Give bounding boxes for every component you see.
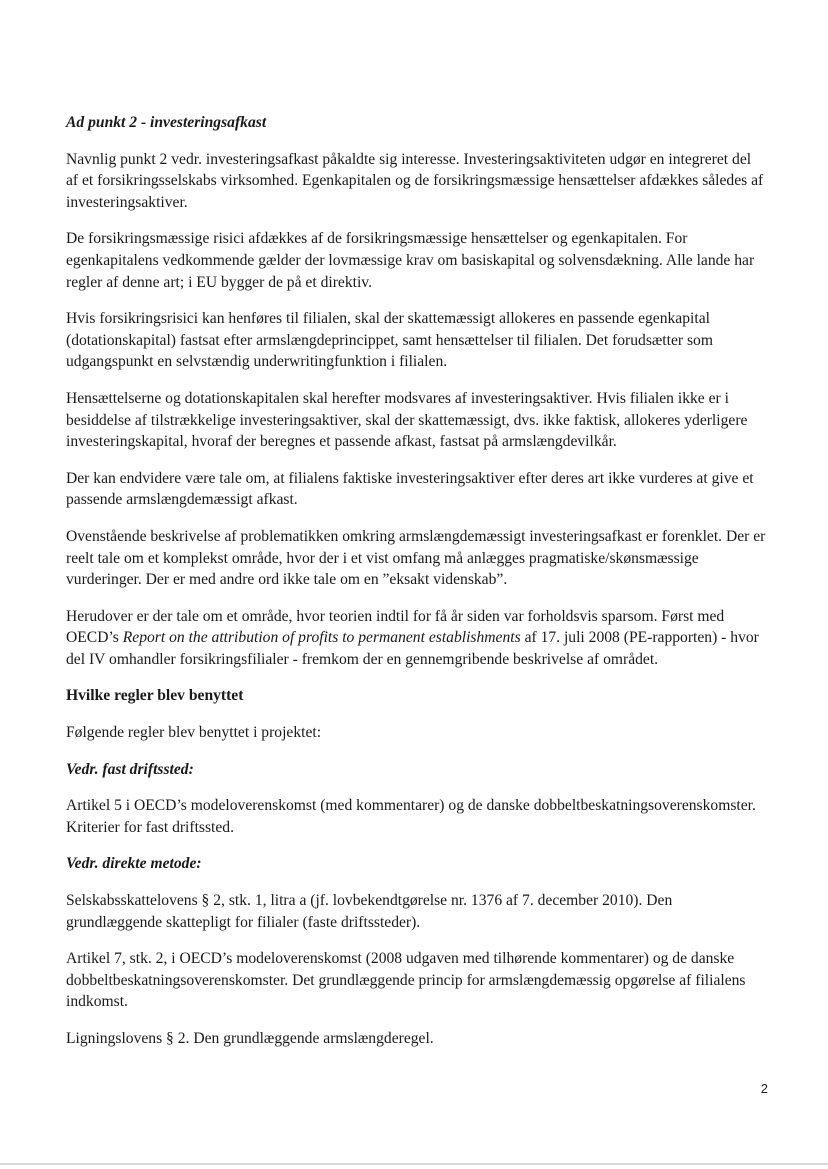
paragraph: Artikel 5 i OECD’s modeloverenskomst (med kommentarer) og de danske dobbeltbeskatningsoverenskomster. Kriterier for fast driftssted.	[66, 797, 756, 836]
page-content	[66, 112, 766, 1065]
paragraph: Artikel 7, stk. 2, i OECD’s modeloverenskomst (2008 udgaven med tilhørende kommentarer) og de danske dobbeltbeskatningsoverenskomster. Det grundlæggende princip for armslængdemæssig opgørelse af filialens indkomst.	[66, 950, 746, 1011]
paragraph: Der kan endvidere være tale om, at filialens faktiske investeringsaktiver efter deres art ikke vurderes at give et passende armslængdemæssigt afkast.	[66, 469, 754, 509]
report-title: Report on the attribution of profits to permanent establishments	[122, 629, 521, 647]
paragraph: Ligningslovens § 2. Den grundlæggende armslængderegel.	[66, 1030, 434, 1047]
paragraph: Hensættelserne og dotationskapitalen skal herefter modsvares af investeringsaktiver. Hvis filialen ikke er i besiddelse af tilstrækkelige investeringsaktiver, skal der skattemæssigt, dvs. ikke faktisk, allokeres yderligere investeringskapital, hvoraf der beregnes et passende afkast, fastsat på armslængdevilkår.	[66, 389, 748, 451]
section-heading-investeringsafkast: Ad punkt 2 - investeringsafkast	[66, 114, 267, 131]
paragraph-intro: Følgende regler blev benyttet i projektet:	[66, 724, 322, 742]
page-bottom-divider	[0, 1163, 828, 1165]
section-heading-regler: Hvilke regler blev benyttet	[66, 687, 244, 705]
paragraph: De forsikringsmæssige risici afdækkes af de forsikringsmæssige hensættelser og egenkapitalen. For egenkapitalens vedkommende gælder der lovmæssige krav om basiskapital og solvensdækning. Alle lande har regler af denne art; i EU bygger de på et direktiv.	[66, 230, 755, 291]
page-number: 2	[760, 1081, 768, 1096]
paragraph-oecd-report	[66, 606, 766, 671]
paragraph: Selskabsskattelovens § 2, stk. 1, litra a (jf. lovbekendtgørelse nr. 1376 af 7. december 2010). Den grundlæggende skattepligt for filialer (faste driftssteder).	[66, 892, 673, 931]
oecd-text-before: Herudover er der tale om et område, hvor teorien indtil for få år siden var forholdsvis sparsom. Først med OECD’s	[66, 607, 725, 647]
paragraph: Hvis forsikringsrisici kan henføres til filialen, skal der skattemæssigt allokeres en passende egenkapital (dotationskapital) fastsat efter armslængdeprincippet, samt hensættelser til filialen. Det forudsætter som udgangspunkt en selvstændig underwritingfunktion i filialen.	[66, 310, 713, 371]
oecd-text-after: af 17. juli 2008 (PE-rapporten) - hvor del IV omhandler forsikringsfilialer - fremkom der en gennemgribende beskrivelse af området.	[66, 629, 759, 668]
section-heading-direkte-metode: Vedr. direkte metode:	[66, 855, 202, 873]
paragraph: Navnlig punkt 2 vedr. investeringsafkast påkaldte sig interesse. Investeringsaktiviteten udgør en integreret del af et forsikringsselskabs virksomhed. Egenkapitalen og de forsikringsmæssige hensættelser afdækkes således af investeringsaktiver.	[66, 150, 764, 211]
paragraph: Ovenstående beskrivelse af problematikken omkring armslængdemæssigt investeringsafkast er forenklet. Der er reelt tale om et komplekst område, hvor der i et vist omfang må anlægges pragmatiske/skønsmæssige vurderinger. Der er med andre ord ikke tale om en ”eksakt videnskab”.	[66, 527, 766, 589]
section-heading-fast-driftssted: Vedr. fast driftssted:	[66, 760, 194, 778]
